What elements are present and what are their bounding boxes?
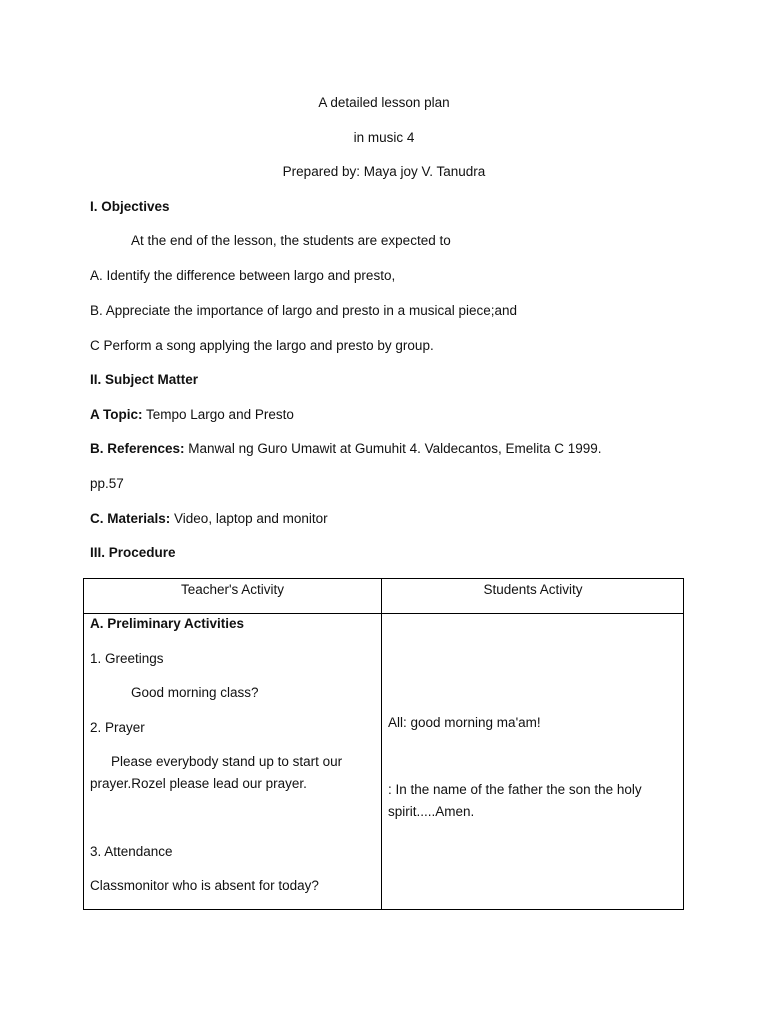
objective-item: A. Identify the difference between largo and presto, bbox=[90, 268, 396, 283]
topic-value: Tempo Largo and Presto bbox=[142, 407, 294, 422]
preliminary-activities-heading: A. Preliminary Activities bbox=[90, 616, 245, 631]
prayer-instruction-line1: Please everybody stand up to start our bbox=[111, 754, 343, 769]
references-value: Manwal ng Guro Umawit at Gumuhit 4. Valdecantos, Emelita C 1999. bbox=[184, 441, 602, 456]
students-activity-header: Students Activity bbox=[483, 582, 583, 597]
topic-line bbox=[90, 406, 294, 424]
materials-value: Video, laptop and monitor bbox=[170, 511, 328, 526]
objectives-intro: At the end of the lesson, the students are expected to bbox=[131, 233, 451, 248]
references-pages: pp.57 bbox=[90, 476, 124, 491]
references-line bbox=[90, 440, 602, 458]
references-label: B. References: bbox=[90, 441, 185, 456]
document-subtitle: in music 4 bbox=[353, 130, 415, 145]
greetings-label: 1. Greetings bbox=[90, 651, 164, 666]
subject-matter-heading: II. Subject Matter bbox=[90, 372, 199, 387]
teacher-activity-header: Teacher's Activity bbox=[180, 582, 285, 597]
prayer-label: 2. Prayer bbox=[90, 720, 145, 735]
students-greeting-response: All: good morning ma'am! bbox=[388, 715, 541, 730]
prepared-by: Prepared by: Maya joy V. Tanudra bbox=[282, 164, 486, 179]
students-prayer-line1: : In the name of the father the son the holy bbox=[388, 782, 642, 797]
objective-item: B. Appreciate the importance of largo and presto in a musical piece;and bbox=[90, 303, 518, 318]
prayer-instruction-line2: prayer.Rozel please lead our prayer. bbox=[90, 776, 307, 791]
document-title: A detailed lesson plan bbox=[318, 95, 450, 110]
attendance-text: Classmonitor who is absent for today? bbox=[90, 878, 319, 893]
procedure-table bbox=[83, 578, 684, 910]
students-prayer-line2: spirit.....Amen. bbox=[388, 804, 475, 819]
column-divider bbox=[381, 579, 382, 909]
materials-label: C. Materials: bbox=[90, 511, 171, 526]
greetings-text: Good morning class? bbox=[131, 685, 259, 700]
materials-line bbox=[90, 510, 328, 528]
objective-item: C Perform a song applying the largo and presto by group. bbox=[90, 338, 434, 353]
topic-label: A Topic: bbox=[90, 407, 143, 422]
objectives-heading: I. Objectives bbox=[90, 199, 170, 214]
attendance-label: 3. Attendance bbox=[90, 844, 173, 859]
procedure-heading: III. Procedure bbox=[90, 545, 176, 560]
